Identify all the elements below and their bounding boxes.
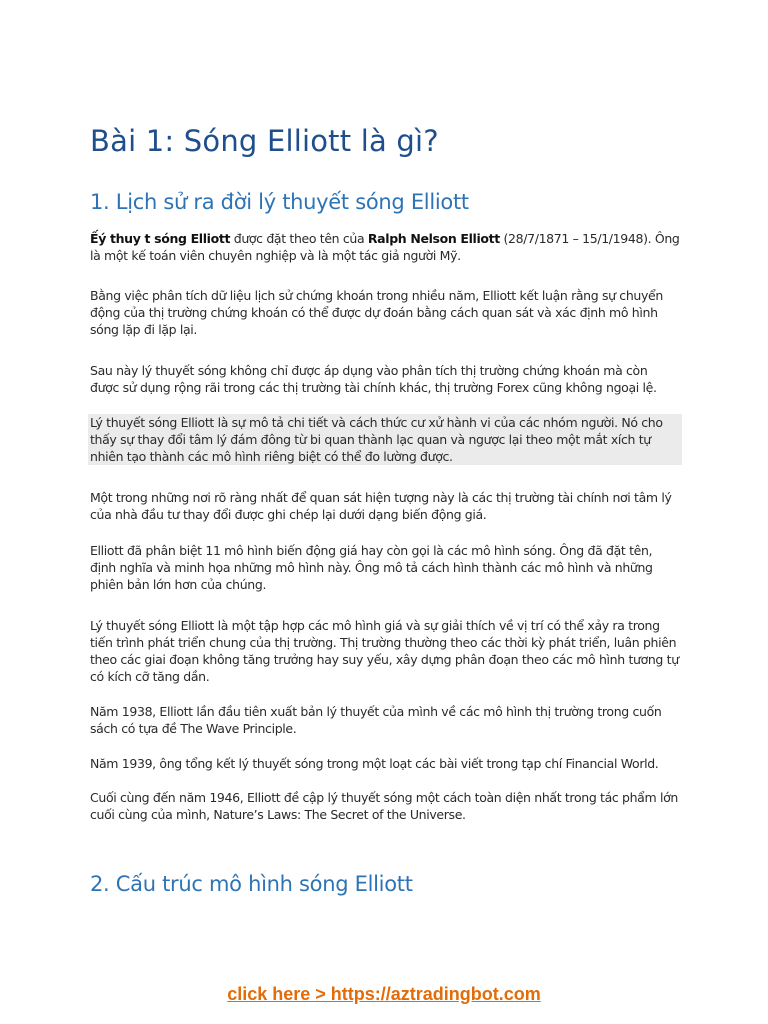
section-1-heading: 1. Lịch sử ra đời lý thuyết sóng Elliott: [90, 190, 469, 214]
highlighted-paragraph: Lý thuyết sóng Elliott là sự mô tả chi tiết và cách thức cư xử hành vi của các nhóm người. Nó cho thấy sự thay đổi tâm lý đám đông từ bi quan thành lạc quan và ngược lại theo một mắt xích tự nhiên tạo thành các mô hình riêng biệt có thể đo lường được.: [88, 414, 682, 465]
paragraph-5: Một trong những nơi rõ ràng nhất để quan sát hiện tượng này là các thị trường tài chính nơi tâm lý của nhà đầu tư thay đổi được ghi chép lại dưới dạng biến động giá.: [90, 490, 672, 522]
paragraph-7: Lý thuyết sóng Elliott là một tập hợp các mô hình giá và sự giải thích về vị trí có thể xảy ra trong tiến trình phát triển chung của thị trường. Thị trường thường theo các thời kỳ phát triển, luân phiên theo các giai đoạn không tăng trưởng hay suy yếu, xây dựng phân đoạn theo các mô hình tương tự có kích cỡ tăng dần.: [90, 618, 679, 684]
footer-promo-link[interactable]: click here > https://aztradingbot.com: [227, 984, 541, 1004]
paragraph-8: Năm 1938, Elliott lần đầu tiên xuất bản lý thuyết của mình về các mô hình thị trường trong cuốn sách có tựa đề The Wave Principle.: [90, 704, 662, 736]
bold-term: Ếý thuy t sóng Elliott: [90, 231, 231, 246]
paragraph-1-text-a: được đặt theo tên của: [230, 231, 368, 246]
paragraph-10: Cuối cùng đến năm 1946, Elliott đề cập lý thuyết sóng một cách toàn diện nhất trong tác phẩm lớn cuối cùng của mình, Nature’s Laws: The Secret of the Universe.: [90, 790, 678, 822]
paragraph-3: Sau này lý thuyết sóng không chỉ được áp dụng vào phân tích thị trường chứng khoán mà còn được sử dụng rộng rãi trong các thị trường tài chính khác, thị trường Forex cũng không ngoại lệ.: [90, 363, 657, 395]
section-2-heading: 2. Cấu trúc mô hình sóng Elliott: [90, 872, 413, 896]
bold-name: Ralph Nelson Elliott: [367, 231, 500, 246]
paragraph-1: [90, 230, 680, 264]
paragraph-1-text-b: (28/7/1871 – 15/1/1948). Ông là một kế toán viên chuyên nghiệp và là một tác giả người Mỹ.: [90, 231, 680, 263]
paragraph-2: Bằng việc phân tích dữ liệu lịch sử chứng khoán trong nhiều năm, Elliott kết luận rằng sự chuyển động của thị trường chứng khoán có thể được dự đoán bằng cách quan sát và xác định mô hình sóng lặp đi lặp lại.: [90, 288, 663, 337]
paragraph-6: Elliott đã phân biệt 11 mô hình biến động giá hay còn gọi là các mô hình sóng. Ông đã đặt tên, định nghĩa và minh họa những mô hình này. Ông mô tả cách hình thành các mô hình và những phiên bản lớn hơn của chúng.: [90, 543, 653, 592]
paragraph-9: Năm 1939, ông tổng kết lý thuyết sóng trong một loạt các bài viết trong tạp chí Financial World.: [90, 756, 659, 771]
page-title: Bài 1: Sóng Elliott là gì?: [90, 124, 439, 158]
